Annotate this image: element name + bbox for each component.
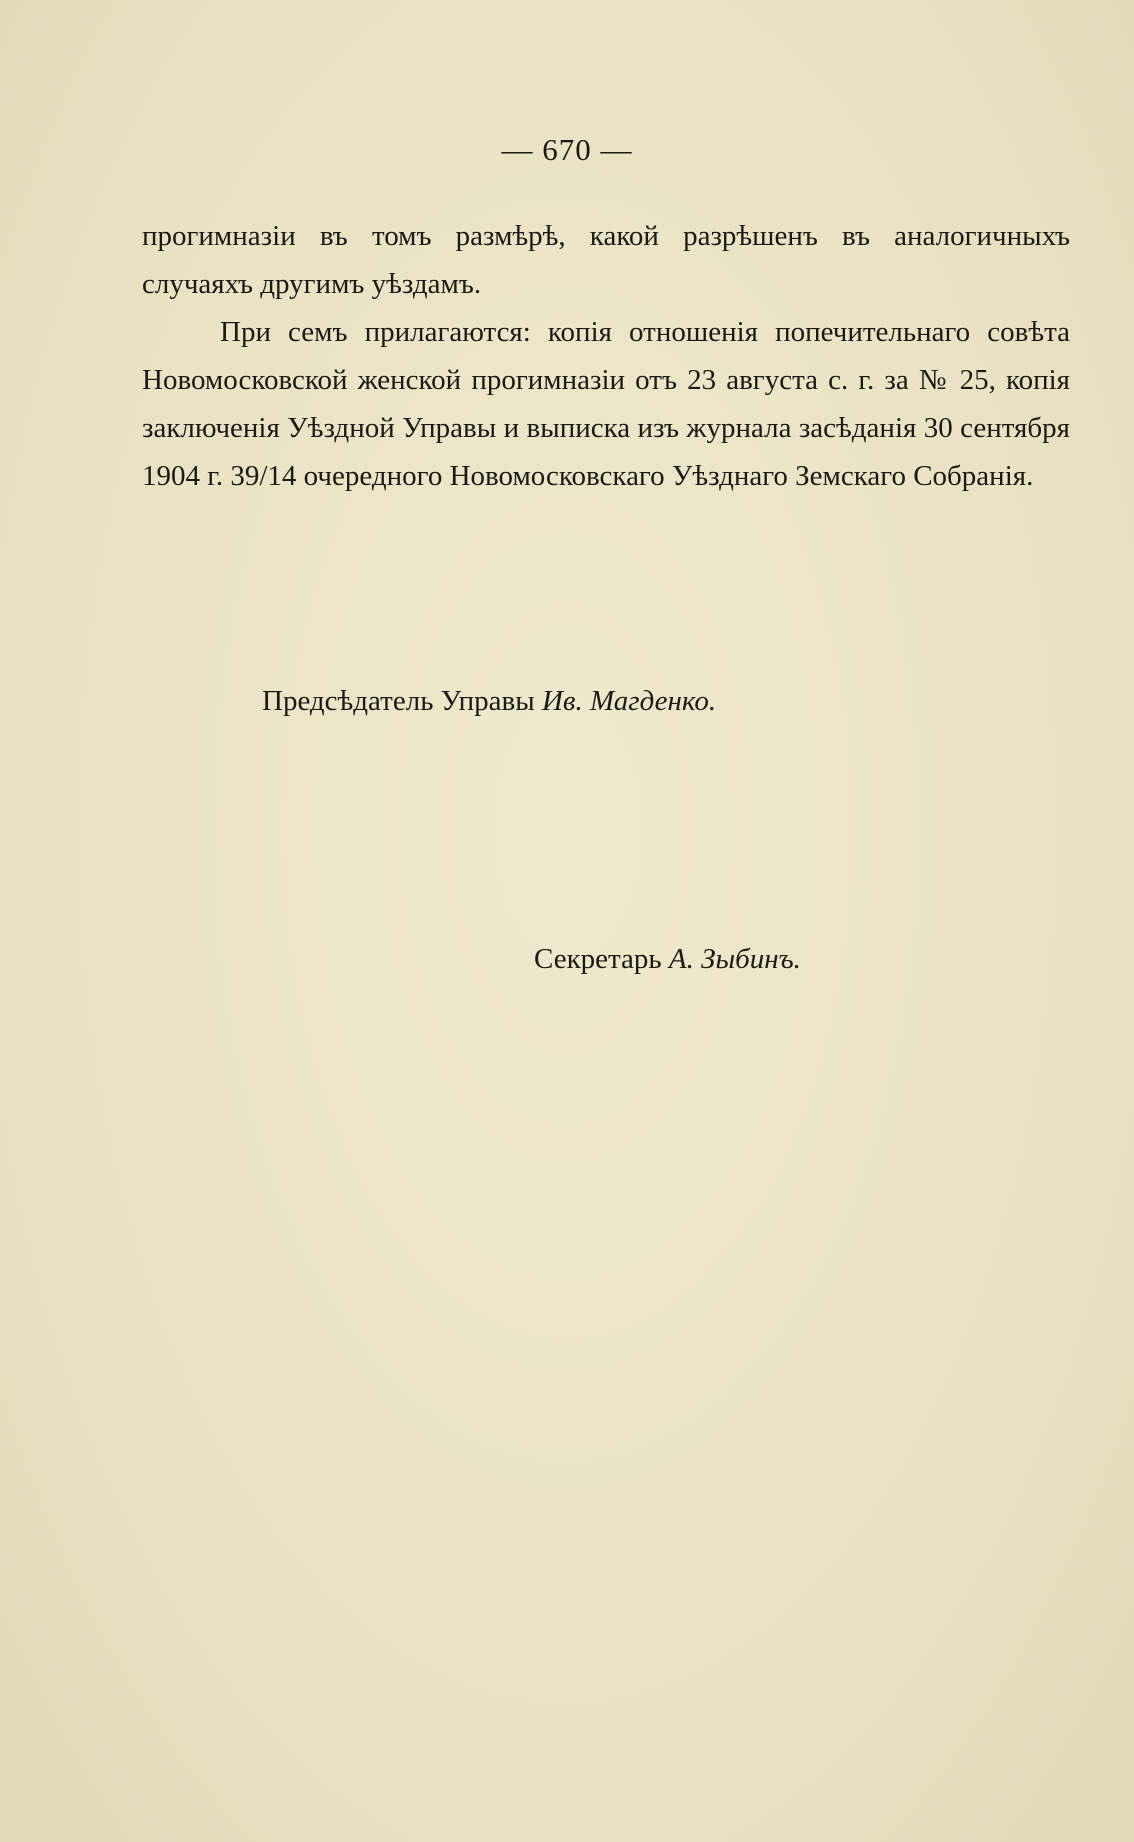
- body-text: [142, 212, 1070, 500]
- secretary-title: Секретарь: [534, 943, 662, 975]
- secretary-name: А. Зыбинъ.: [668, 943, 801, 975]
- signature-chairman: [262, 681, 716, 721]
- paragraph-continuation: прогимназіи въ томъ размѣрѣ, какой разрѣшенъ въ аналогичныхъ случаяхъ другимъ уѣздамъ.: [142, 220, 1070, 300]
- chairman-name: Ив. Магденко.: [541, 685, 717, 717]
- page-number: — 670 —: [501, 132, 633, 167]
- paragraph-attachments: При семъ прилагаются: копія отношенія попечительнаго совѣта Новомосковской женской прогимназіи отъ 23 августа с. г. за № 25, копія заключенія Уѣздной Управы и выписка изъ журнала засѣданія 30 сентября 1904 г. 39/14 очередного Новомосковскаго Уѣзднаго Земскаго Собранія.: [142, 316, 1070, 492]
- signature-secretary: [534, 939, 801, 979]
- chairman-title: Предсѣдатель Управы: [262, 685, 535, 717]
